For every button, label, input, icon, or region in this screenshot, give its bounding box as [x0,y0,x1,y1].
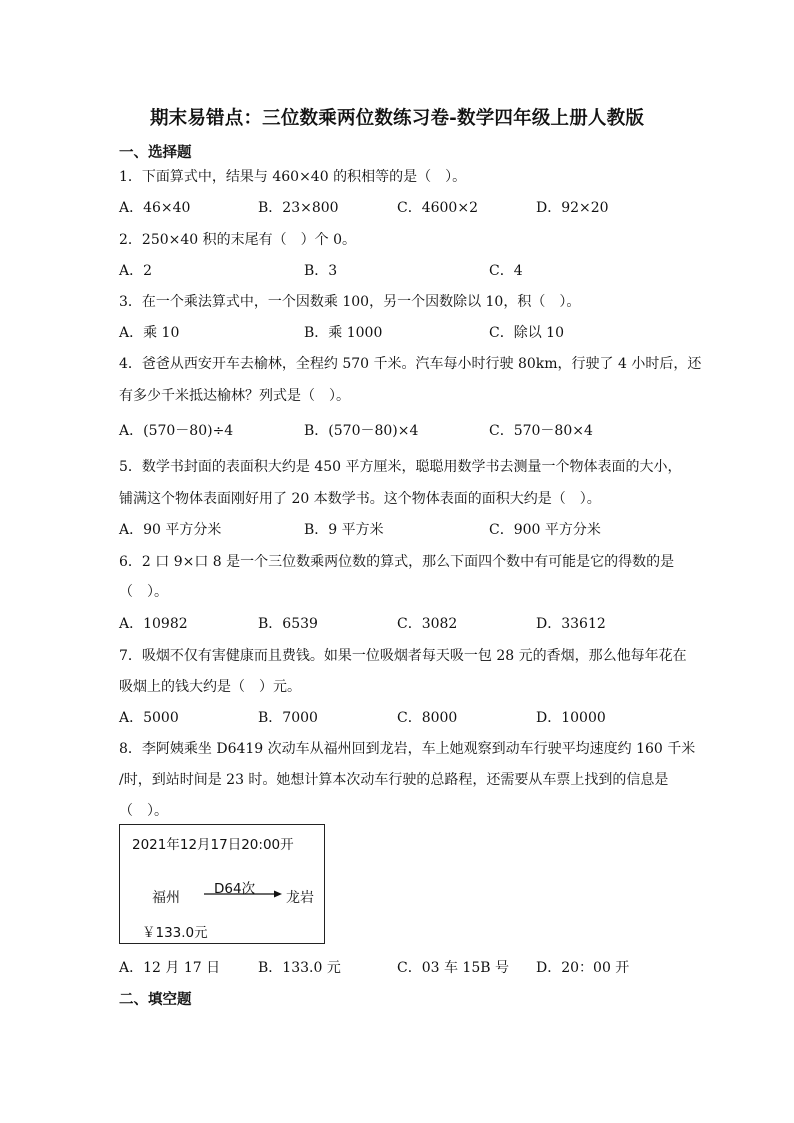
q6-option-c: C．3082 [397,616,458,632]
q4-option-c: C．570－80×4 [489,423,593,439]
question-6-text-line-2: （ ）。 [119,584,168,600]
page-title: 期末易错点：三位数乘两位数练习卷-数学四年级上册人教版 [149,108,645,129]
q4-option-b: B．(570－80)×4 [304,423,419,439]
q6-option-a: A．10982 [119,616,188,632]
q1-option-b: B．23×800 [258,200,339,216]
question-4-text-line-1: 4．爸爸从西安开车去榆林，全程约 570 千米。汽车每小时行驶 80km，行驶了 4 小时后，还 [119,356,702,372]
ticket-arrival-station: 龙岩 [286,890,314,906]
q7-option-b: B．7000 [258,710,318,726]
q2-option-c: C．4 [489,263,523,279]
section-heading-choice: 一、选择题 [119,144,192,161]
q3-option-a: A．乘 10 [119,325,180,341]
q8-option-d: D．20：00 开 [536,960,630,976]
q4-option-a: A．(570－80)÷4 [119,423,234,439]
q3-option-b: B．乘 1000 [304,325,383,341]
question-8-text-line-3: （ ）。 [119,803,168,819]
ticket-train-number: D64次 [214,881,256,897]
arrow-right-icon [204,889,282,899]
train-ticket-figure [119,824,325,944]
question-7-text-line-2: 吸烟上的钱大约是（ ）元。 [119,679,301,695]
q3-option-c: C．除以 10 [489,325,564,341]
question-6-text-line-1: 6．2 口 9×口 8 是一个三位数乘两位数的算式，那么下面四个数中有可能是它的得数的是 [119,554,675,570]
q8-option-c: C．03 车 15B 号 [397,960,509,976]
q2-option-a: A．2 [119,263,153,279]
question-8-text-line-2: /时，到站时间是 23 时。她想计算本次动车行驶的总路程，还需要从车票上找到的信息是 [119,772,669,788]
q7-option-a: A．5000 [119,710,179,726]
q1-option-d: D．92×20 [536,200,609,216]
question-4-text-line-2: 有多少千米抵达榆林？列式是（ ）。 [119,388,350,404]
q1-option-c: C．4600×2 [397,200,478,216]
question-5-text-line-2: 铺满这个物体表面刚好用了 20 本数学书。这个物体表面的面积大约是（ ）。 [119,491,601,507]
question-2-text: 2．250×40 积的末尾有（ ）个 0。 [119,232,356,248]
q5-option-b: B．9 平方米 [304,522,384,538]
q7-option-c: C．8000 [397,710,458,726]
question-5-text-line-1: 5．数学书封面的表面积大约是 450 平方厘米，聪聪用数学书去测量一个物体表面的大小， [119,459,682,475]
question-8-text-line-1: 8．李阿姨乘坐 D6419 次动车从福州回到龙岩，车上她观察到动车行驶平均速度约 160 千米 [119,741,696,757]
q1-option-a: A．46×40 [119,200,191,216]
question-1-text: 1．下面算式中，结果与 460×40 的积相等的是（ ）。 [119,169,467,185]
q7-option-d: D．10000 [536,710,606,726]
question-7-text-line-1: 7．吸烟不仅有害健康而且费钱。如果一位吸烟者每天吸一包 28 元的香烟，那么他每年花在 [119,648,687,664]
q2-option-b: B．3 [304,263,338,279]
ticket-price: ￥133.0元 [142,925,208,941]
q5-option-a: A．90 平方分米 [119,522,222,538]
q6-option-b: B．6539 [258,616,318,632]
q5-option-c: C．900 平方分米 [489,522,601,538]
ticket-date: 2021年12月17日20:00开 [132,837,294,853]
q8-option-a: A．12 月 17 日 [119,960,221,976]
q6-option-d: D．33612 [536,616,606,632]
question-3-text: 3．在一个乘法算式中，一个因数乘 100，另一个因数除以 10，积（ ）。 [119,294,581,310]
q8-option-b: B．133.0 元 [258,960,341,976]
ticket-departure-station: 福州 [152,890,180,906]
section-heading-fill-in: 二、填空题 [119,991,192,1008]
